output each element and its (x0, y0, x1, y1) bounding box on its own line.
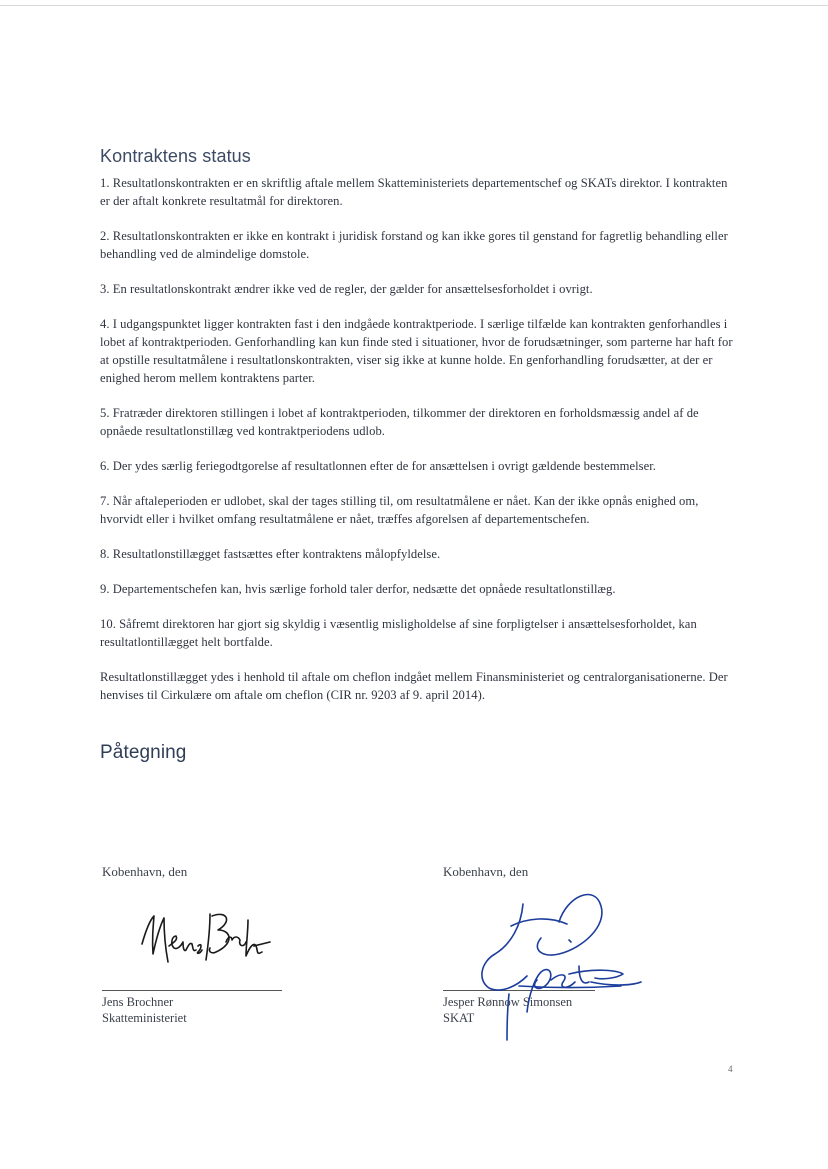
paragraph-7: 7. Når aftaleperioden er udlobet, skal der tages stilling til, om resultatmålene er nået. Kan der ikke opnås enighed om, hvorvidt eller i hvilket omfang resultatmålene er nået, træffes afgorelsen af departementschefen. (100, 494, 699, 526)
section-heading-paategning: Påtegning (100, 742, 187, 763)
signer-name-right: Jesper Rønnow Simonsen (443, 995, 573, 1009)
signature-place-left: Kobenhavn, den (102, 864, 188, 879)
page-number: 4 (728, 1064, 733, 1074)
top-rule (0, 5, 828, 6)
paragraph-3: 3. En resultatlonskontrakt ændrer ikke ved de regler, der gælder for ansættelsesforholdet i ovrigt. (100, 282, 593, 296)
handwritten-signature-right (471, 882, 651, 1042)
signature-line-left (102, 990, 282, 991)
paragraph-2: 2. Resultatlonskontrakten er ikke en kontrakt i juridisk forstand og kan ikke gores til genstand for fagretlig behandling eller behandling ved de almindelige domstole. (100, 229, 728, 261)
section-heading-kontraktens-status: Kontraktens status (100, 146, 251, 166)
paragraph-6: 6. Der ydes særlig feriegodtgorelse af resultatlonnen efter de for ansættelsen i ovrigt gældende bestemmelser. (100, 459, 656, 473)
paragraph-10: 10. Såfremt direktoren har gjort sig skyldig i væsentlig misligholdelse af sine forpligtelser i ansættelsesforholdet, kan resultatlontillægget helt bortfalde. (100, 617, 697, 649)
paragraph-cheflon-reference: Resultatlonstillægget ydes i henhold til aftale om cheflon indgået mellem Finansministeriet og centralorganisationerne. Der henvises til Cirkulære om aftale om cheflon (CIR nr. 9203 af 9. april 2014). (100, 670, 728, 702)
paragraph-9: 9. Departementschefen kan, hvis særlige forhold taler derfor, nedsætte det opnåede resultatlonstillæg. (100, 582, 616, 596)
signer-name-left: Jens Brochner (102, 995, 174, 1009)
handwritten-signature-left (136, 906, 276, 986)
signature-block-right (443, 864, 703, 1025)
paragraph-8: 8. Resultatlonstillægget fastsættes efter kontraktens målopfyldelse. (100, 547, 441, 561)
signer-org-left: Skatteministeriet (102, 1011, 187, 1025)
signer-left (102, 994, 187, 1026)
signer-org-right: SKAT (443, 1011, 475, 1025)
document-body (100, 146, 740, 771)
paragraph-5: 5. Fratræder direktoren stillingen i lobet af kontraktperioden, tilkommer der direktoren en forholdsmæssig andel af de opnåede resultatlonstillæg ved kontraktperiodens udlob. (100, 406, 699, 438)
signature-block-left (102, 864, 362, 1025)
paragraph-4: 4. I udgangspunktet ligger kontrakten fast i den indgåede kontraktperiode. I særlige tilfælde kan kontrakten genforhandles i lobet af kontraktperioden. Genforhandling kan kun finde sted i situationer, hvor de forudsætninger, som parterne har haft for at opstille resultatmålene i resultatlonskontrakten, viser sig ikke at kunne holde. En genforhandling forudsætter, at der er enighed herom mellem kontraktens parter. (100, 317, 733, 385)
paragraph-1: 1. Resultatlonskontrakten er en skriftlig aftale mellem Skatteministeriets departementschef og SKATs direktor. I kontrakten er der aftalt konkrete resultatmål for direktoren. (100, 176, 728, 208)
signature-place-right: Kobenhavn, den (443, 864, 529, 879)
